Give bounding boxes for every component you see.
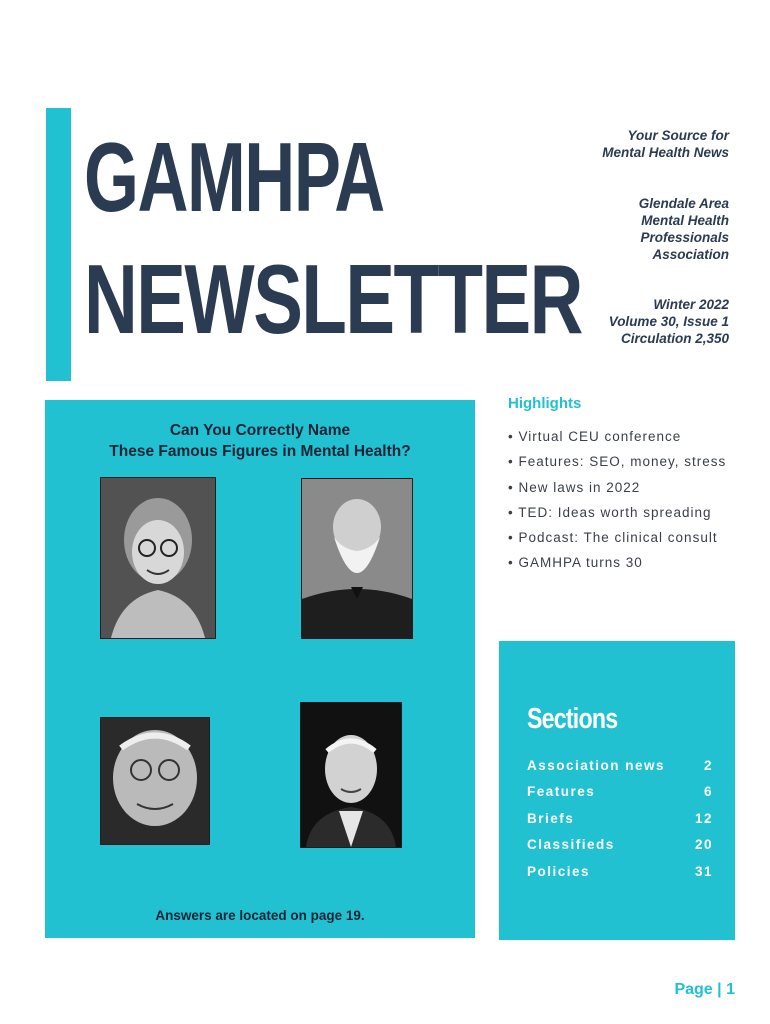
- section-label: Policies: [527, 864, 591, 879]
- tagline-line: Mental Health News: [602, 145, 729, 160]
- highlight-item: • Podcast: The clinical consult: [508, 529, 726, 554]
- quiz-panel: [45, 400, 475, 938]
- section-row: [527, 864, 713, 884]
- section-label: Classifieds: [527, 837, 615, 852]
- newsletter-title-line2: NEWSLETTER: [84, 244, 582, 354]
- portrait-photo: [100, 717, 210, 845]
- tagline-line: Your Source for: [627, 128, 729, 143]
- sections-title: Sections: [527, 703, 618, 735]
- highlights-list: [508, 428, 726, 580]
- issue-line: Winter 2022: [653, 297, 729, 312]
- association-line: Glendale Area: [638, 196, 729, 211]
- section-row: [527, 811, 713, 831]
- page-footer: [674, 981, 735, 999]
- highlight-item: • TED: Ideas worth spreading: [508, 504, 726, 529]
- highlight-item: • New laws in 2022: [508, 479, 726, 504]
- quiz-heading: [45, 420, 475, 462]
- issue-info: [609, 296, 729, 347]
- section-page: 12: [694, 811, 713, 826]
- portrait-photo: [100, 477, 216, 639]
- quiz-heading-line: Can You Correctly Name: [169, 422, 351, 439]
- section-label: Association news: [527, 758, 666, 773]
- section-row: [527, 784, 713, 804]
- section-page: 6: [703, 784, 713, 799]
- association-line: Mental Health: [641, 213, 729, 228]
- quiz-heading-line: These Famous Figures in Mental Health?: [109, 443, 411, 460]
- section-row: [527, 837, 713, 857]
- highlight-item: • GAMHPA turns 30: [508, 554, 726, 579]
- section-label: Features: [527, 784, 596, 799]
- highlights-title: Highlights: [508, 395, 582, 412]
- accent-bar: [46, 108, 71, 381]
- section-page: 31: [694, 864, 713, 879]
- issue-line: Volume 30, Issue 1: [608, 314, 729, 329]
- association-line: Professionals: [640, 230, 729, 245]
- portrait-photo: [301, 478, 413, 639]
- quiz-answer-note: Answers are located on page 19.: [155, 908, 365, 923]
- page-number: 1: [726, 981, 735, 998]
- sections-panel: [499, 641, 735, 940]
- page-label: Page: [674, 981, 713, 998]
- section-label: Briefs: [527, 811, 575, 826]
- association-name: [639, 195, 729, 263]
- page-separator: |: [717, 981, 722, 998]
- portrait-photo: [300, 702, 402, 848]
- section-row: [527, 758, 713, 778]
- highlight-item: • Virtual CEU conference: [508, 428, 726, 453]
- section-page: 2: [703, 758, 713, 773]
- issue-line: Circulation 2,350: [620, 331, 729, 346]
- highlight-item: • Features: SEO, money, stress: [508, 453, 726, 478]
- section-page: 20: [694, 837, 713, 852]
- newsletter-title-line1: GAMHPA: [84, 122, 384, 232]
- association-line: Association: [652, 247, 729, 262]
- tagline: [602, 127, 729, 161]
